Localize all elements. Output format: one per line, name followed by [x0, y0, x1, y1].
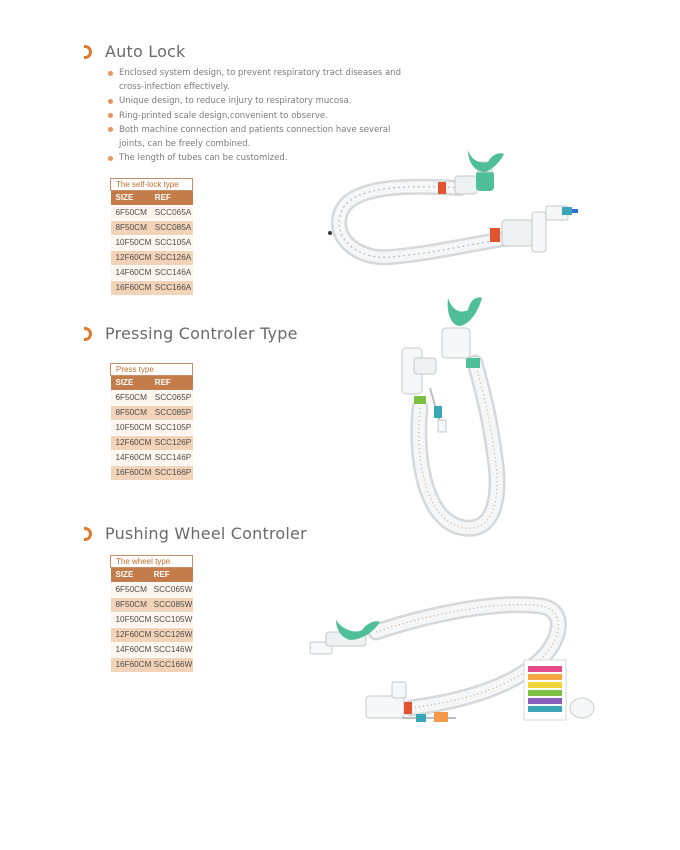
size-cell: 10F50CM — [111, 236, 153, 251]
press-spec-table — [110, 363, 193, 481]
feature-text: The length of tubes can be customized. — [119, 153, 288, 164]
size-cell: 6F50CM — [111, 583, 152, 598]
size-cell: 6F50CM — [111, 206, 153, 221]
feature-item — [108, 109, 408, 123]
table-row — [111, 421, 193, 436]
ref-cell: SCC065W — [152, 583, 193, 598]
column-header-ref: REF — [153, 376, 193, 391]
table-caption: The self-lock type — [111, 179, 193, 191]
feature-text: Enclosed system design, to prevent respiratory tract diseases and cross-infection effectively. — [119, 68, 401, 93]
table-row — [111, 613, 193, 628]
bullet-dot-icon — [108, 71, 113, 76]
ref-cell: SCC085P — [153, 406, 193, 421]
ref-cell: SCC166P — [153, 466, 193, 481]
size-cell: 12F60CM — [111, 436, 153, 451]
table-row — [111, 658, 193, 673]
column-header-ref: REF — [152, 568, 193, 583]
size-cell: 10F50CM — [111, 613, 152, 628]
table-row — [111, 406, 193, 421]
section-marker-icon — [84, 45, 92, 59]
ref-cell: SCC146A — [153, 266, 193, 281]
section-title-text: Pushing Wheel Controler — [105, 524, 307, 543]
self-lock-spec-table — [110, 178, 193, 296]
table-row — [111, 266, 193, 281]
table-caption: Press type — [111, 364, 193, 376]
column-header-size: SIZE — [111, 376, 153, 391]
section-title-pushing-wheel — [84, 524, 307, 543]
ref-cell: SCC065A — [153, 206, 193, 221]
table-row — [111, 628, 193, 643]
size-cell: 10F50CM — [111, 421, 153, 436]
size-cell: 8F50CM — [111, 598, 152, 613]
feature-text: Both machine connection and patients connection have several joints, can be freely combined. — [119, 124, 391, 150]
table-row — [111, 391, 193, 406]
ref-cell: SCC166A — [153, 281, 193, 296]
size-cell: 8F50CM — [111, 406, 153, 421]
wheel-spec-table — [110, 555, 193, 673]
feature-item — [108, 66, 408, 94]
size-cell: 12F60CM — [111, 251, 153, 266]
table-caption: The wheel type — [111, 556, 193, 568]
ref-cell: SCC085A — [153, 221, 193, 236]
size-cell: 14F60CM — [111, 451, 153, 466]
table-row — [111, 281, 193, 296]
size-cell: 6F50CM — [111, 391, 153, 406]
ref-cell: SCC065P — [153, 391, 193, 406]
ref-cell: SCC105P — [153, 421, 193, 436]
table-row — [111, 451, 193, 466]
size-cell: 16F60CM — [111, 281, 153, 296]
table-row — [111, 236, 193, 251]
ref-cell: SCC105A — [153, 236, 193, 251]
size-cell: 16F60CM — [111, 658, 152, 673]
section-marker-icon — [84, 527, 92, 541]
size-cell: 14F60CM — [111, 266, 153, 281]
size-cell: 16F60CM — [111, 466, 153, 481]
ref-cell: SCC146W — [152, 643, 193, 658]
size-cell: 12F60CM — [111, 628, 152, 643]
bullet-dot-icon — [108, 99, 113, 104]
section-marker-icon — [84, 327, 92, 341]
bullet-dot-icon — [108, 156, 113, 161]
wheel-catheter-image — [306, 590, 606, 740]
column-header-size: SIZE — [111, 191, 153, 206]
table-row — [111, 251, 193, 266]
feature-text: Unique design, to reduce injury to respiratory mucosa. — [119, 96, 352, 107]
press-catheter-image — [390, 288, 530, 548]
section-title-text: Pressing Controler Type — [105, 324, 298, 343]
table-row — [111, 583, 193, 598]
size-cell: 14F60CM — [111, 643, 152, 658]
table-row — [111, 466, 193, 481]
feature-text: Ring-printed scale design,convenient to observe. — [119, 110, 328, 121]
column-header-ref: REF — [153, 191, 193, 206]
section-title-text: Auto Lock — [105, 42, 186, 61]
ref-cell: SCC085W — [152, 598, 193, 613]
table-row — [111, 206, 193, 221]
column-header-size: SIZE — [111, 568, 152, 583]
bullet-dot-icon — [108, 113, 113, 118]
section-title-auto-lock — [84, 42, 186, 61]
ref-cell: SCC166W — [152, 658, 193, 673]
ref-cell: SCC126P — [153, 436, 193, 451]
auto-lock-catheter-image — [320, 140, 580, 280]
ref-cell: SCC126W — [152, 628, 193, 643]
ref-cell: SCC126A — [153, 251, 193, 266]
feature-item — [108, 94, 408, 108]
table-row — [111, 598, 193, 613]
ref-cell: SCC105W — [152, 613, 193, 628]
section-title-pressing-controler — [84, 324, 298, 343]
bullet-dot-icon — [108, 127, 113, 132]
table-row — [111, 436, 193, 451]
size-cell: 8F50CM — [111, 221, 153, 236]
table-row — [111, 221, 193, 236]
table-row — [111, 643, 193, 658]
ref-cell: SCC146P — [153, 451, 193, 466]
